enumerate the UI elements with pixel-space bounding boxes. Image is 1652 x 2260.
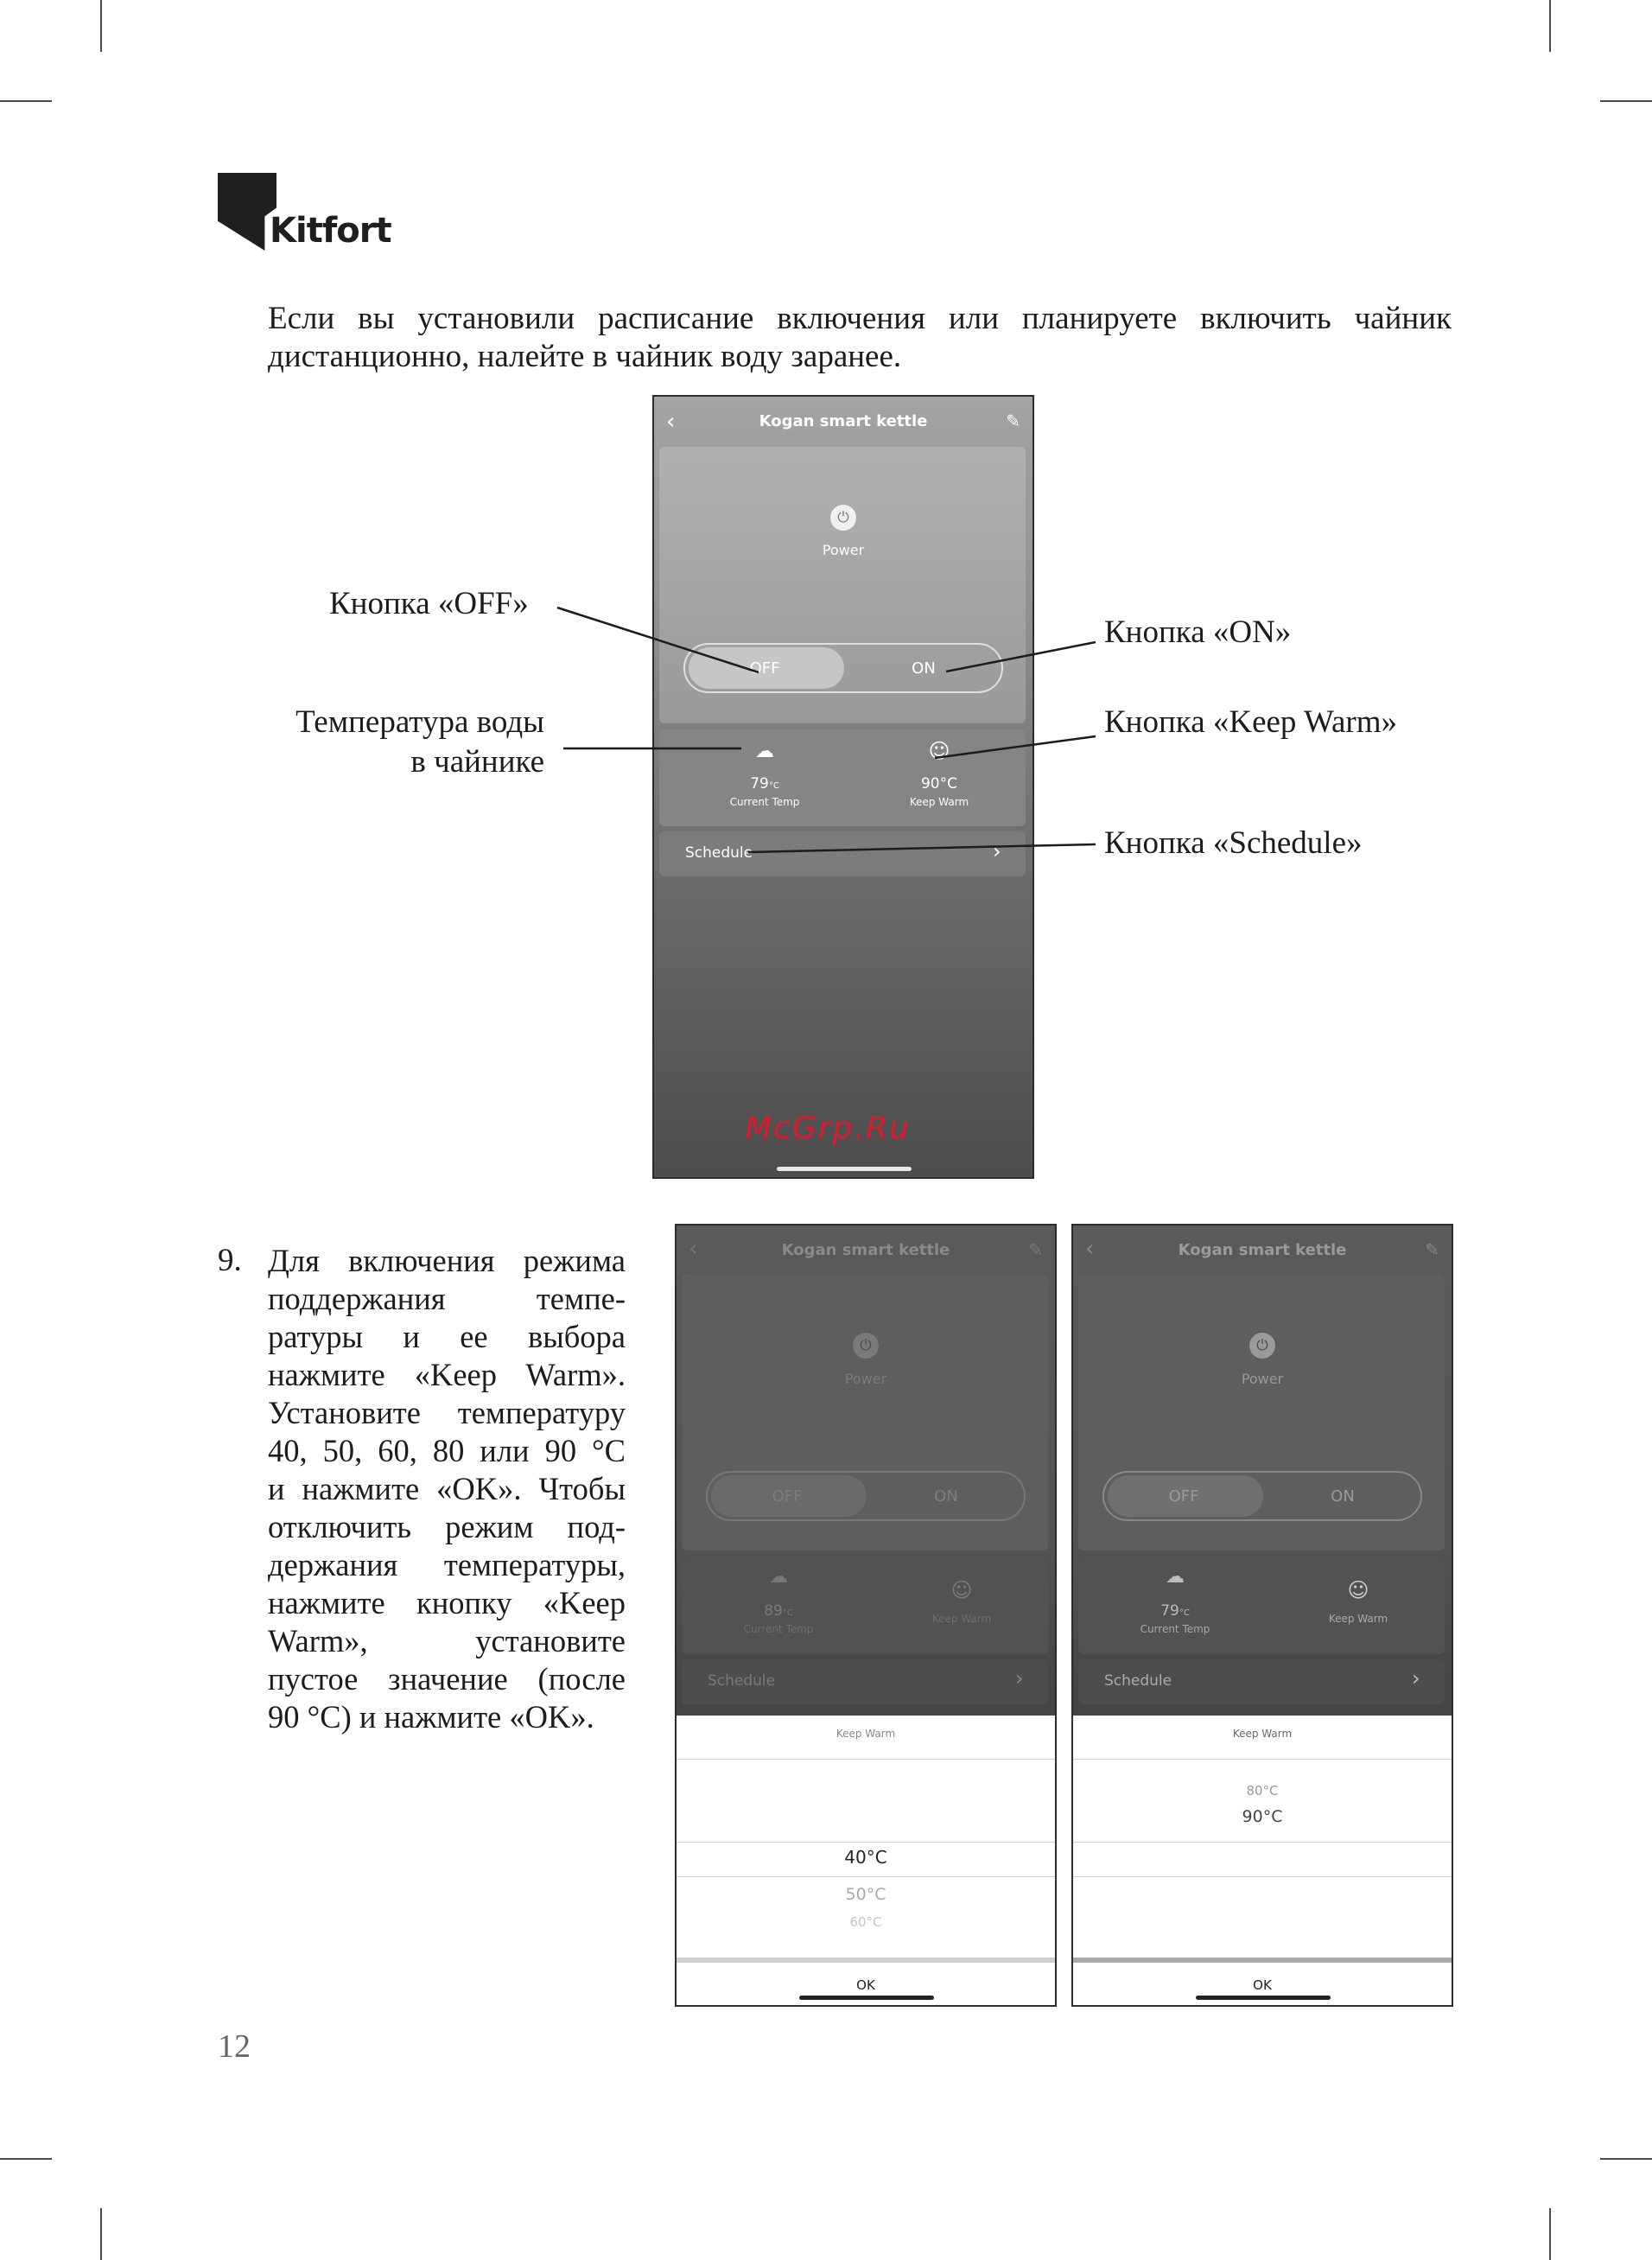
- on-button[interactable]: ON: [1331, 1487, 1355, 1506]
- power-label: Power: [822, 542, 865, 558]
- chevron-right-icon: ›: [1412, 1666, 1420, 1690]
- schedule-label: Schedule: [1104, 1672, 1172, 1690]
- picker-footer-bar: [1073, 1958, 1452, 1963]
- picker-selection-bottom: [677, 1876, 1055, 1877]
- off-button[interactable]: OFF: [772, 1487, 803, 1506]
- step-line: нажмите «Keep Warm».: [268, 1357, 626, 1392]
- step-line: Установите температуру: [268, 1395, 626, 1430]
- back-icon[interactable]: ‹: [689, 1236, 698, 1262]
- picker-option[interactable]: 50°C: [845, 1885, 886, 1904]
- back-icon[interactable]: ‹: [666, 409, 676, 435]
- keep-warm-screen-left: [675, 1224, 1057, 2007]
- step-line: и нажмите «OK». Чтобы: [268, 1471, 626, 1506]
- picker-option[interactable]: 90°C: [1242, 1807, 1283, 1826]
- edit-icon[interactable]: ✎: [1028, 1239, 1043, 1260]
- off-button[interactable]: OFF: [1168, 1487, 1199, 1506]
- picker-selection-top: [1073, 1842, 1452, 1843]
- home-indicator: [799, 1996, 934, 2000]
- off-button[interactable]: OFF: [749, 659, 780, 678]
- current-temp-icon: ☁: [1166, 1566, 1185, 1588]
- picker-divider: [1073, 1759, 1452, 1760]
- picker-option[interactable]: 40°C: [844, 1847, 887, 1868]
- picker-title: Keep Warm: [836, 1728, 896, 1740]
- current-temp-icon: ☁: [755, 741, 774, 762]
- step-line: нажмите кнопку «Keep: [268, 1585, 626, 1620]
- intro-paragraph: Если вы установили расписание включения или планируете включить чайник дистанционно, налейте в чайник воду заранее.: [268, 301, 1452, 374]
- current-temp-value: 89°C: [764, 1602, 793, 1620]
- callout-water-temp-line2: в чайнике: [410, 744, 544, 780]
- step-text: [268, 1242, 626, 1736]
- current-temp-label: Current Temp: [1140, 1623, 1210, 1635]
- picker-title: Keep Warm: [1232, 1728, 1293, 1740]
- ok-button[interactable]: OK: [1253, 1977, 1272, 1993]
- power-icon[interactable]: ⏻: [1249, 1333, 1275, 1359]
- home-indicator: [1196, 1996, 1331, 2000]
- chevron-right-icon: ›: [1015, 1666, 1024, 1690]
- picker-option[interactable]: 60°C: [849, 1914, 882, 1930]
- keep-warm-icon[interactable]: ☺: [928, 739, 950, 763]
- power-label: Power: [1241, 1371, 1284, 1387]
- step-line: Warm», установите: [268, 1623, 626, 1658]
- screen-title: Kogan smart kettle: [781, 1241, 950, 1259]
- step-line: отключить режим под-: [268, 1509, 626, 1544]
- keep-warm-label: Keep Warm: [931, 1613, 992, 1625]
- keep-warm-label: Keep Warm: [1328, 1613, 1388, 1625]
- leader-line-keep-warm: [935, 736, 1096, 758]
- picker-selection-top: [677, 1842, 1055, 1843]
- page-number: 12: [218, 2028, 251, 2065]
- picker-divider: [677, 1759, 1055, 1760]
- callout-off-button: Кнопка «OFF»: [329, 586, 529, 621]
- keep-warm-icon[interactable]: ☺: [950, 1578, 973, 1602]
- ok-button[interactable]: OK: [856, 1977, 875, 1993]
- chevron-right-icon: ›: [993, 839, 1001, 863]
- keep-warm-picker: [1073, 1716, 1452, 2005]
- power-icon[interactable]: ⏻: [830, 505, 856, 531]
- current-temp-label: Current Temp: [729, 796, 800, 808]
- step-line: ратуры и ее выбора: [268, 1319, 626, 1354]
- picker-selection-bottom: [1073, 1876, 1452, 1877]
- callout-water-temp-line1: Температура воды: [295, 704, 544, 740]
- current-temp-label: Current Temp: [743, 1623, 814, 1635]
- on-button[interactable]: ON: [934, 1487, 958, 1506]
- step-line: поддержания темпе-: [268, 1281, 626, 1316]
- step-line: 40, 50, 60, 80 или 90 °C: [268, 1433, 626, 1468]
- watermark: McGrp.Ru: [745, 1111, 911, 1146]
- screen-title: Kogan smart kettle: [1178, 1241, 1347, 1259]
- on-button[interactable]: ON: [912, 659, 936, 678]
- current-temp-icon: ☁: [769, 1566, 788, 1588]
- picker-footer-bar: [677, 1958, 1055, 1963]
- leader-line-schedule: [748, 844, 1096, 852]
- step-line: 90 °C) и нажмите «OK».: [268, 1699, 594, 1735]
- picker-option[interactable]: 80°C: [1246, 1783, 1279, 1798]
- keep-warm-picker: [677, 1716, 1055, 2005]
- keep-warm-screen-right: [1071, 1224, 1453, 2007]
- schedule-label: Schedule: [685, 844, 753, 862]
- callout-keep-warm-button: Кнопка «Keep Warm»: [1104, 704, 1397, 740]
- step-line: Для включения режима: [268, 1243, 626, 1278]
- step-number: 9.: [218, 1243, 242, 1278]
- logo-text: Kitfort: [270, 211, 391, 251]
- callout-on-button: Кнопка «ON»: [1104, 614, 1292, 650]
- leader-line-off: [557, 608, 759, 672]
- power-icon[interactable]: ⏻: [853, 1333, 879, 1359]
- keep-warm-label: Keep Warm: [909, 796, 969, 808]
- keep-warm-icon[interactable]: ☺: [1347, 1578, 1369, 1602]
- edit-icon[interactable]: ✎: [1006, 411, 1020, 431]
- screen-title: Kogan smart kettle: [759, 412, 928, 430]
- step-line: держания температуры,: [268, 1547, 626, 1582]
- leader-line-on: [946, 642, 1096, 672]
- edit-icon[interactable]: ✎: [1425, 1239, 1439, 1260]
- callout-schedule-button: Кнопка «Schedule»: [1104, 825, 1363, 861]
- current-temp-value: 79°C: [1160, 1602, 1190, 1620]
- back-icon[interactable]: ‹: [1085, 1236, 1095, 1262]
- step-line: пустое значение (после: [268, 1661, 626, 1697]
- current-temp-value: 79°C: [750, 775, 779, 793]
- schedule-label: Schedule: [708, 1672, 776, 1690]
- keep-warm-value: 90°C: [920, 775, 957, 793]
- power-label: Power: [844, 1371, 887, 1387]
